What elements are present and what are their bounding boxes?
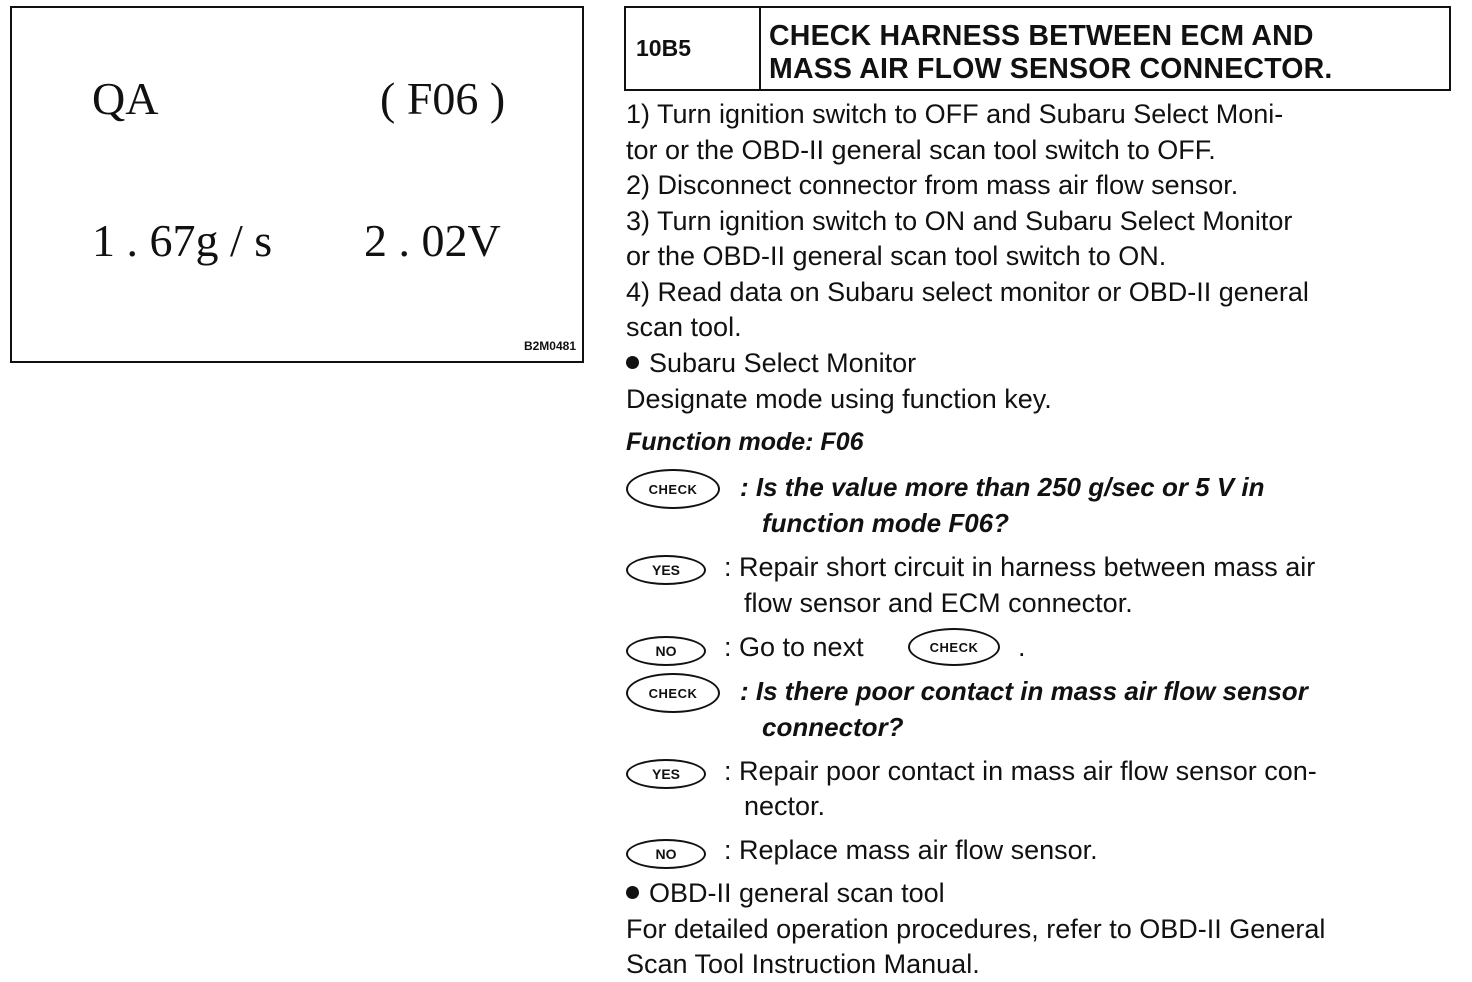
obd-bullet-item	[626, 875, 945, 911]
check1-no-suffix: .	[1018, 632, 1026, 662]
step-line: tor or the OBD-II general scan tool switch to OFF.	[626, 135, 1216, 165]
check1-yes-action-cont: flow sensor and ECM connector.	[744, 588, 1133, 618]
check2-yes-action-cont: nector.	[744, 791, 826, 821]
check1-no-action: : Go to next	[724, 632, 864, 662]
ssm-bullet-item	[626, 345, 916, 381]
step-line: scan tool.	[626, 312, 742, 342]
section-header	[624, 6, 1451, 91]
check1-question: : Is the value more than 250 g/sec or 5 V in	[740, 472, 1265, 502]
bullet-icon	[626, 886, 639, 899]
bullet-icon	[626, 356, 639, 369]
obd-reference-text: For detailed operation procedures, refer to OBD-II General	[626, 914, 1326, 944]
display-value-voltage: 2 . 02V	[364, 215, 501, 266]
section-code: 10B5	[626, 8, 761, 89]
check2-yes-action: : Repair poor contact in mass air flow sensor con-	[724, 756, 1317, 786]
yes-badge-icon: YES	[626, 759, 706, 789]
step-line: or the OBD-II general scan tool switch to ON.	[626, 241, 1167, 271]
check2-question-cont: connector?	[762, 712, 904, 742]
obd-reference-text-cont: Scan Tool Instruction Manual.	[626, 949, 980, 979]
no-badge-icon: NO	[626, 636, 706, 666]
yes-badge-icon: YES	[626, 555, 706, 585]
check-badge-icon: CHECK	[626, 469, 720, 509]
check2-no-action: : Replace mass air flow sensor.	[724, 835, 1098, 865]
display-label-function-mode: ( F06 )	[380, 73, 506, 124]
ssm-bullet-label: Subaru Select Monitor	[649, 348, 917, 378]
check-badge-icon: CHECK	[908, 628, 1000, 666]
step-line: 4) Read data on Subaru select monitor or OBD-II general	[626, 277, 1309, 307]
obd-bullet-label: OBD-II general scan tool	[649, 878, 945, 908]
designate-text: Designate mode using function key.	[626, 384, 1052, 414]
check1-question-cont: function mode F06?	[762, 508, 1009, 538]
display-value-airflow: 1 . 67g / s	[92, 215, 273, 266]
function-mode-heading: Function mode: F06	[626, 428, 864, 456]
check1-yes-action: : Repair short circuit in harness between mass air	[724, 552, 1316, 582]
monitor-display-figure	[10, 6, 584, 363]
step-line: 1) Turn ignition switch to OFF and Subaru Select Moni-	[626, 99, 1284, 129]
check-badge-icon: CHECK	[626, 673, 720, 713]
no-badge-icon: NO	[626, 839, 706, 869]
section-title: CHECK HARNESS BETWEEN ECM AND MASS AIR FLOW SENSOR CONNECTOR.	[769, 20, 1333, 85]
check2-question: : Is there poor contact in mass air flow sensor	[740, 676, 1308, 706]
display-label-qa: QA	[92, 73, 159, 124]
figure-reference-code: B2M0481	[523, 339, 576, 353]
step-line: 2) Disconnect connector from mass air flow sensor.	[626, 170, 1239, 200]
step-line: 3) Turn ignition switch to ON and Subaru Select Monitor	[626, 206, 1293, 236]
